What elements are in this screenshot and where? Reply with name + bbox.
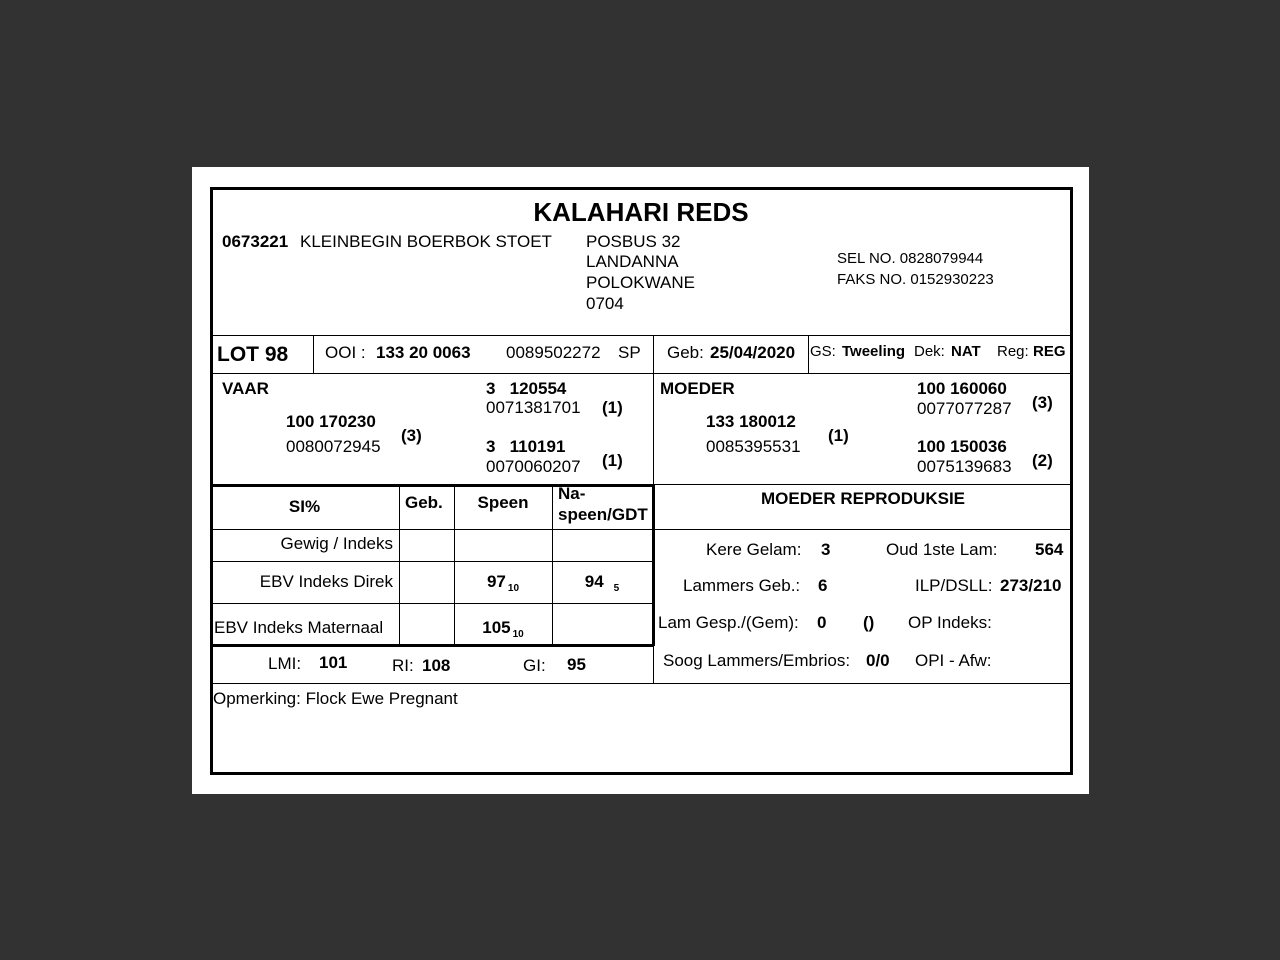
speen-direct-accuracy: 10: [507, 583, 520, 594]
divider: [210, 603, 654, 604]
dek-value: NAT: [951, 343, 981, 360]
birth-date: 25/04/2020: [710, 343, 796, 362]
row-label: EBV Indeks Maternaal: [214, 618, 384, 637]
lammers-geb-value: 6: [818, 576, 828, 595]
ilp-dsll-value: 273/210: [1000, 576, 1062, 595]
dam-number: 0085395531: [706, 437, 801, 456]
breeder-name: KLEINBEGIN BOERBOK STOET: [300, 232, 552, 251]
lammers-geb-label: Lammers Geb.:: [683, 576, 801, 595]
divider: [210, 373, 1072, 374]
op-indeks-label: OP Indeks:: [908, 613, 992, 632]
border-top: [210, 187, 1072, 190]
col-header-speen: Speen: [477, 493, 529, 512]
divider: [653, 646, 654, 683]
address-line: LANDANNA: [586, 252, 679, 271]
paternal-granddam-grade: (1): [602, 451, 623, 470]
oud-1ste-lam-label: Oud 1ste Lam:: [886, 540, 998, 559]
divider: [210, 561, 654, 562]
divider: [653, 335, 654, 484]
naspeen-direct-value: 94 $_5$: [584, 572, 620, 594]
divider: [210, 683, 1072, 684]
divider: [654, 484, 1072, 485]
gi-label: GI:: [523, 656, 546, 675]
maternal-grandsire-number: 0077077287: [917, 399, 1012, 418]
address-line: POSBUS 32: [586, 232, 681, 251]
border-right: [1070, 187, 1073, 775]
divider: [210, 644, 654, 647]
remarks-label: Opmerking:: [213, 689, 301, 708]
gs-value: Tweeling: [842, 343, 906, 360]
maternal-granddam-id: 100 150036: [917, 437, 1007, 456]
ooi-label: OOI :: [325, 343, 366, 362]
lot-card: [210, 187, 1072, 774]
remarks: [213, 689, 458, 709]
divider: [313, 335, 314, 373]
divider: [210, 529, 1072, 530]
speen-maternal-accuracy: 10: [512, 629, 524, 640]
border-left: [210, 187, 213, 775]
paternal-granddam-number: 0070060207: [486, 457, 581, 476]
ri-value: 108: [422, 656, 451, 675]
reg-value: REG: [1033, 343, 1066, 360]
row-label: EBV Indeks Direk: [259, 572, 393, 591]
divider: [552, 484, 553, 645]
col-header-geb: Geb.: [405, 493, 443, 512]
paternal-grandsire-number: 0071381701: [486, 398, 581, 417]
dam-id: 133 180012: [706, 412, 796, 431]
dek-label: Dek:: [914, 343, 945, 360]
ooi-value: 133 20 0063: [376, 343, 471, 362]
maternal-granddam-grade: (2): [1032, 451, 1053, 470]
ilp-dsll-label: ILP/DSLL:: [915, 576, 993, 595]
col-header-naspeen-line1: Na-: [558, 484, 586, 503]
gs-label: GS:: [810, 343, 836, 360]
divider: [210, 335, 1072, 336]
col-header-naspeen-line2: speen/GDT: [558, 505, 648, 524]
opi-afw-label: OPI - Afw:: [915, 651, 992, 670]
divider: [808, 335, 809, 373]
fax-number: FAKS NO. 0152930223: [837, 271, 994, 288]
birth-label: Geb:: [667, 343, 704, 362]
sire-grade: (3): [401, 426, 422, 445]
naspeen-direct-accuracy: 5: [613, 583, 620, 594]
sp-code: SP: [618, 343, 641, 362]
lam-gem-value: (): [863, 613, 875, 632]
paternal-grandsire-grade: (1): [602, 398, 623, 417]
breeder-number: 0673221: [222, 232, 289, 251]
lmi-label: LMI:: [268, 654, 302, 673]
speen-maternal-value: 105 $_{10}$: [482, 618, 524, 640]
maternal-granddam-number: 0075139683: [917, 457, 1012, 476]
dam-grade: (1): [828, 426, 849, 445]
gi-value: 95: [567, 655, 586, 674]
animal-id-number: 0089502272: [506, 343, 601, 362]
row-label: Gewig / Indeks: [280, 534, 393, 553]
breed-title: KALAHARI REDS: [533, 197, 749, 227]
lam-gesp-value: 0: [817, 613, 827, 632]
paternal-granddam-id: 3 110191: [486, 437, 566, 456]
lot-number: LOT 98: [217, 343, 289, 366]
paternal-grandsire-id: 3 120554: [486, 379, 567, 398]
speen-direct-value: 97 $_{10}$: [486, 572, 520, 594]
lmi-value: 101: [319, 653, 348, 672]
divider: [399, 484, 400, 645]
soog-lammers-label: Soog Lammers/Embrios:: [663, 651, 851, 670]
soog-lammers-value: 0/0: [866, 651, 890, 670]
reproduction-title: MOEDER REPRODUKSIE: [760, 489, 966, 508]
divider: [210, 484, 654, 487]
cell-number: SEL NO. 0828079944: [837, 250, 984, 267]
ri-label: RI:: [392, 656, 414, 675]
col-header-si: SI%: [288, 497, 321, 516]
maternal-grandsire-id: 100 160060: [917, 379, 1007, 398]
address-line: POLOKWANE: [586, 273, 695, 292]
maternal-grandsire-grade: (3): [1032, 393, 1053, 412]
kere-gelam-label: Kere Gelam:: [706, 540, 802, 559]
border-bottom: [210, 772, 1072, 775]
address-line: 0704: [586, 294, 624, 313]
dam-label: MOEDER: [660, 379, 735, 398]
lam-gesp-label: Lam Gesp./(Gem):: [658, 613, 799, 632]
sire-label: VAAR: [222, 379, 269, 398]
sire-number: 0080072945: [286, 437, 381, 456]
sire-id: 100 170230: [286, 412, 376, 431]
remarks-text: Flock Ewe Pregnant: [305, 689, 458, 708]
kere-gelam-value: 3: [821, 540, 831, 559]
reg-label: Reg:: [997, 343, 1029, 360]
oud-1ste-lam-value: 564: [1035, 540, 1064, 559]
